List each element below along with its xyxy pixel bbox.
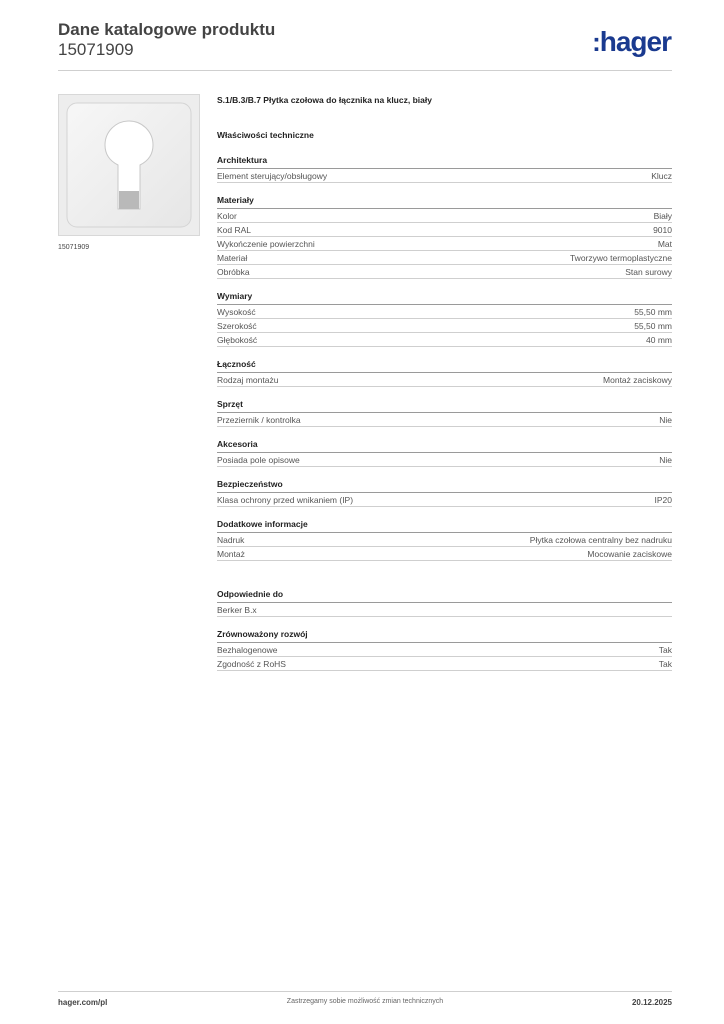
spec-groups <box>217 155 672 561</box>
spec-row <box>217 265 672 279</box>
spec-label: Wykończenie powierzchni <box>217 239 315 249</box>
spec-group-title: Akcesoria <box>217 439 672 453</box>
technical-properties-heading: Właściwości techniczne <box>217 130 314 140</box>
spec-label: Montaż <box>217 549 245 559</box>
spec-value: 9010 <box>653 225 672 235</box>
spec-label: Kolor <box>217 211 237 221</box>
spec-label: Kod RAL <box>217 225 252 235</box>
spec-label: Element sterujący/obsługowy <box>217 171 328 181</box>
spec-row <box>217 533 672 547</box>
spec-value: Nie <box>659 455 672 465</box>
spec-label: Berker B.x <box>217 605 257 615</box>
spec-group-title: Architektura <box>217 155 672 169</box>
spec-value: Tworzywo termoplastyczne <box>569 253 672 263</box>
spec-value: Montaż zaciskowy <box>603 375 672 385</box>
spec-label: Przeziernik / kontrolka <box>217 415 301 425</box>
spec-group <box>217 629 672 671</box>
footer-website[interactable]: hager.com/pl <box>58 998 108 1007</box>
footer-divider <box>58 991 672 992</box>
spec-row <box>217 547 672 561</box>
spec-value: 55,50 mm <box>634 307 672 317</box>
spec-row <box>217 251 672 265</box>
footer-date: 20.12.2025 <box>631 998 672 1007</box>
document-title: Dane katalogowe produktu <box>58 20 276 39</box>
spec-group-title: Sprzęt <box>217 399 672 413</box>
spec-group-title: Dodatkowe informacje <box>217 519 672 533</box>
spec-group <box>217 589 672 617</box>
spec-value: Biały <box>653 211 672 221</box>
product-code: 15071909 <box>58 40 134 59</box>
header-divider <box>58 70 672 71</box>
spec-label: Klasa ochrony przed wnikaniem (IP) <box>217 495 354 505</box>
spec-value: Stan surowy <box>625 267 672 277</box>
spec-label: Zgodność z RoHS <box>217 659 286 669</box>
section-spacer <box>217 561 672 577</box>
spec-row <box>217 169 672 183</box>
spec-row <box>217 657 672 671</box>
spec-value: Mocowanie zaciskowe <box>587 549 672 559</box>
spec-label: Nadruk <box>217 535 245 545</box>
spec-group <box>217 195 672 279</box>
spec-value: Mat <box>657 239 672 249</box>
spec-row <box>217 223 672 237</box>
spec-value: Nie <box>659 415 672 425</box>
spec-label: Bezhalogenowe <box>217 645 278 655</box>
spec-group <box>217 479 672 507</box>
spec-group-title: Wymiary <box>217 291 672 305</box>
spec-group <box>217 291 672 347</box>
spec-group <box>217 359 672 387</box>
spec-group-title: Odpowiednie do <box>217 589 672 603</box>
spec-value: Tak <box>658 645 672 655</box>
footer-disclaimer: Zastrzegamy sobie możliwość zmian technicznych <box>286 998 444 1005</box>
key-switch-plate-icon <box>59 95 199 235</box>
spec-groups-additional <box>217 589 672 671</box>
spec-row <box>217 643 672 657</box>
spec-row <box>217 305 672 319</box>
spec-row <box>217 319 672 333</box>
spec-label: Materiał <box>217 253 248 263</box>
spec-row <box>217 493 672 507</box>
image-caption: 15071909 <box>58 244 90 251</box>
spec-group <box>217 155 672 183</box>
spec-label: Wysokość <box>217 307 256 317</box>
spec-group-title: Łączność <box>217 359 672 373</box>
spec-row <box>217 453 672 467</box>
spec-group <box>217 519 672 561</box>
spec-row <box>217 237 672 251</box>
spec-label: Rodzaj montażu <box>217 375 279 385</box>
spec-label: Głębokość <box>217 335 258 345</box>
spec-row <box>217 209 672 223</box>
spec-value: 40 mm <box>646 335 672 345</box>
spec-row <box>217 603 672 617</box>
spec-row <box>217 333 672 347</box>
product-details <box>217 95 672 671</box>
document-header <box>58 20 275 60</box>
spec-value: Tak <box>658 659 672 669</box>
logo-text: hager <box>599 26 671 57</box>
spec-row <box>217 413 672 427</box>
spec-value: Klucz <box>651 171 672 181</box>
spec-group <box>217 439 672 467</box>
spec-value: 55,50 mm <box>634 321 672 331</box>
spec-row <box>217 373 672 387</box>
spec-label: Szerokość <box>217 321 257 331</box>
product-title: S.1/B.3/B.7 Płytka czołowa do łącznika na klucz, biały <box>217 95 432 105</box>
spec-group <box>217 399 672 427</box>
spec-value: Płytka czołowa centralny bez nadruku <box>529 535 672 545</box>
spec-group-title: Zrównoważony rozwój <box>217 629 672 643</box>
hager-logo: :hager <box>592 26 671 57</box>
spec-label: Obróbka <box>217 267 250 277</box>
spec-group-title: Bezpieczeństwo <box>217 479 672 493</box>
product-image <box>58 94 200 236</box>
spec-group-title: Materiały <box>217 195 672 209</box>
spec-value: IP20 <box>654 495 672 505</box>
spec-label: Posiada pole opisowe <box>217 455 300 465</box>
